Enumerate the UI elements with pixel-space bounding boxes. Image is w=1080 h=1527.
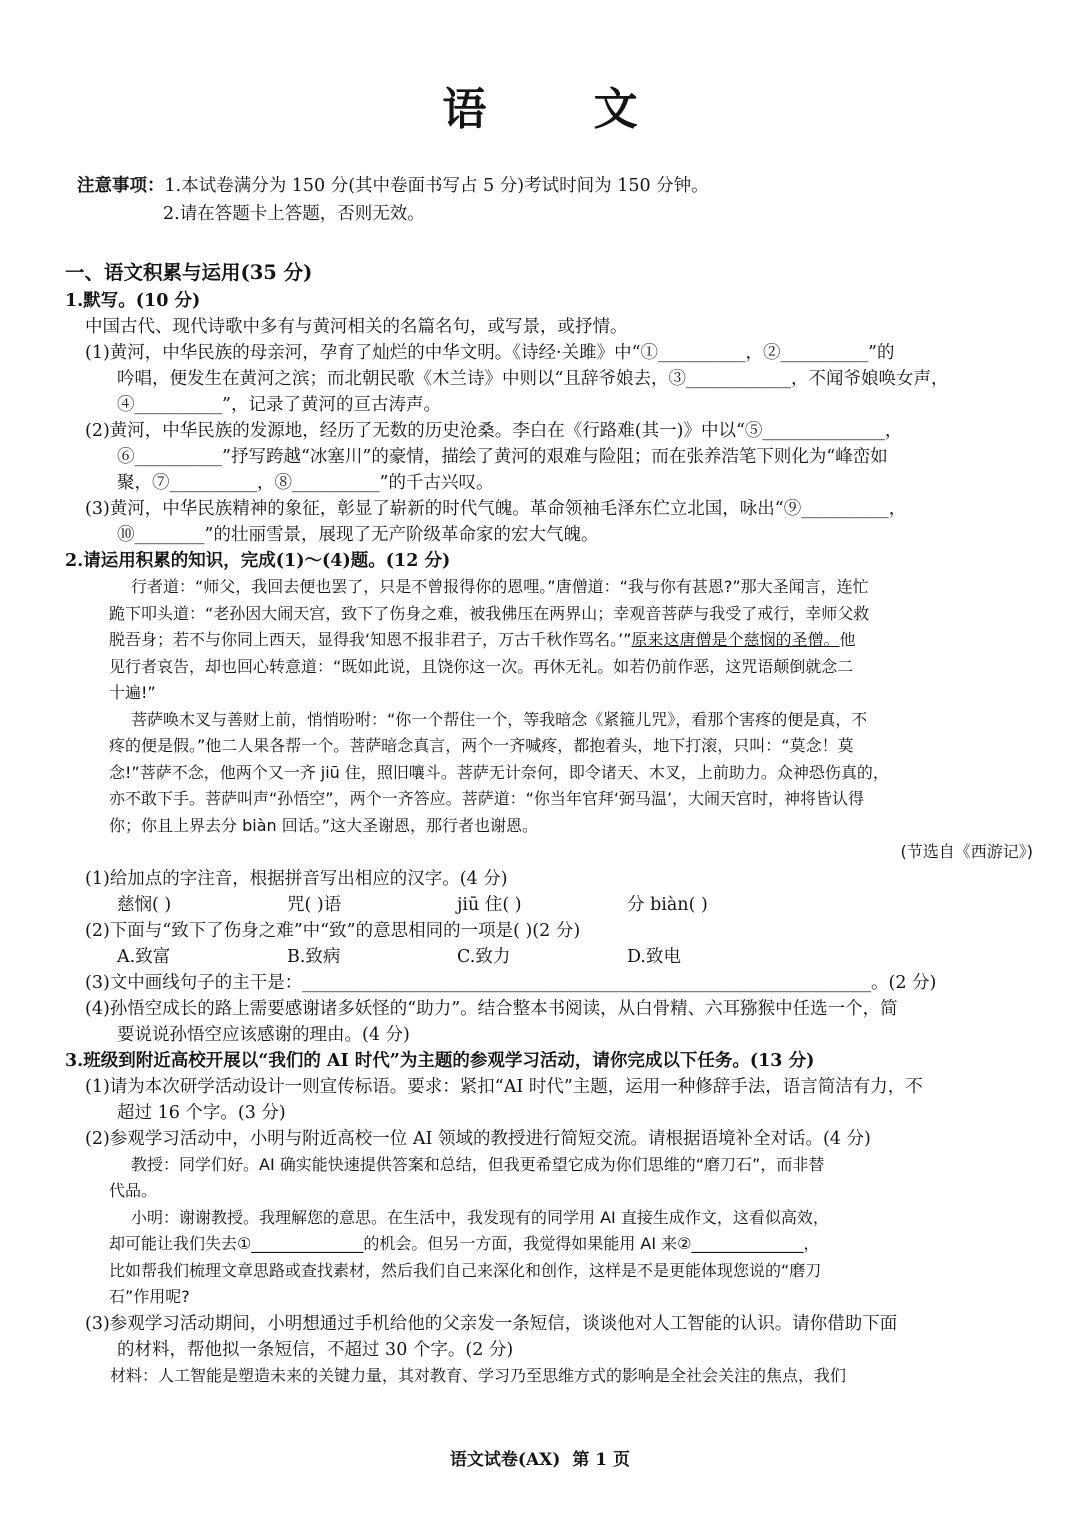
footer-page-number: 第 1 页 — [572, 1450, 631, 1470]
page-title: 语 文 — [442, 84, 684, 135]
option-d: D.致电 — [627, 946, 681, 967]
q2-sub4-line: 要说说孙悟空应该感谢的理由。(4 分) — [117, 1024, 410, 1045]
passage-text: 脱吾身；若不与你同上西天，显得我‘知恩不报非君子，万古千秋作骂名。’” — [109, 630, 632, 649]
q1-part3-line: ⑩________”的壮丽雪景，展现了无产阶级革命家的宏大气魄。 — [117, 525, 599, 545]
option-b: B.致病 — [287, 946, 341, 967]
underlined-sentence: 原来这唐僧是个慈悯的圣僧。 — [631, 630, 840, 649]
dialog-professor-line: 代品。 — [109, 1181, 158, 1200]
blank-zhou: 咒( )语 — [287, 894, 342, 915]
q1-intro: 中国古代、现代诗歌中多有与黄河相关的名篇名句，或写景，或抒情。 — [85, 317, 628, 337]
q3-sub1-line: (1)请为本次研学活动设计一则宣传标语。要求：紧扣“AI 时代”主题，运用一种修辞手法，语言简洁有力，不 — [85, 1076, 923, 1097]
q3-sub2: (2)参观学习活动中，小明与附近高校一位 AI 领域的教授进行简短交流。请根据语境补全对话。(4 分) — [85, 1128, 871, 1149]
q1-part1-line: ④__________”，记录了黄河的亘古涛声。 — [117, 395, 441, 415]
q3-sub1-line: 超过 16 个字。(3 分) — [117, 1102, 286, 1123]
passage-line: 念!”菩萨不念，他两个又一齐 jiū 住，照旧嚷斗。菩萨无计奈何，即令诸天、木叉，上前助力。众神恐伤真的， — [109, 762, 889, 782]
q2-sub2: (2)下面与“致下了伤身之难”中“致”的意思相同的一项是( )(2 分) — [85, 920, 581, 941]
blank-cimin: 慈悯( ) — [117, 894, 172, 915]
passage-line: 你；你且上界去分 biàn 回话。”这大圣谢恩，那行者也谢恩。 — [109, 815, 539, 835]
option-a: A.致富 — [117, 946, 171, 967]
passage-source: (节选自《西游记》) — [900, 842, 1033, 861]
q2-sub2-options — [65, 944, 1033, 970]
q2-sub4-line: (4)孙悟空成长的路上需要感谢诸多妖怪的“助力”。结合整本书阅读，从白骨精、六耳猕猴中任选一个，简 — [85, 998, 898, 1019]
q2-sub3: (3)文中画线句子的主干是：_________________________________________________________________。(2 分) — [85, 972, 937, 993]
dialog-professor-line: 教授：同学们好。AI 确实能快速提供答案和总结，但我更希望它成为你们思维的“磨刀石”，而非替 — [131, 1154, 825, 1174]
passage-line: 疼的便是假。”他二人果各帮一个。菩萨暗念真言，两个一齐喊疼，都抱着头，地下打滚，只叫：“莫念！莫 — [109, 736, 854, 755]
q3-title: 3.班级到附近高校开展以“我们的 AI 时代”为主题的参观学习活动，请你完成以下任务。(13 分) — [65, 1050, 815, 1071]
q1-part2-line: 聚，⑦__________，⑧__________”的千古兴叹。 — [117, 473, 494, 493]
notice-row-1 — [77, 172, 1037, 200]
blank-jiu: jiū 住( ) — [457, 894, 522, 915]
notice-item-2: 2.请在答题卡上答题，否则无效。 — [163, 204, 425, 224]
q2-title: 2.请运用积累的知识，完成(1)～(4)题。(12 分) — [65, 551, 451, 571]
passage-line: 跪下叩头道：“老孙因大闹天宫，致下了伤身之难，被我佛压在两界山；幸观音菩萨与我受了戒行，幸师父救 — [109, 603, 870, 623]
q2-passage — [65, 574, 1033, 866]
q2-sub1: (1)给加点的字注音，根据拼音写出相应的汉字。(4 分) — [85, 868, 508, 889]
dialog-xiaoming-line: 比如帮我们梳理文章思路或查找素材，然后我们自己来深化和创作，这样是不是更能体现您说的“磨刀 — [109, 1260, 822, 1280]
q3-dialog — [65, 1152, 1033, 1311]
passage-line: 亦不敢下手。菩萨叫声“孙悟空”，两个一齐答应。菩萨道：“你当年官拜‘弼马温’，大闹天宫时，神将皆认得 — [109, 789, 865, 808]
q1-part2-line: ⑥__________”抒写跨越“冰塞川”的豪情，描绘了黄河的艰难与险阻；而在张养浩笔下则化为“峰峦如 — [117, 447, 888, 467]
q1-part2-line: (2)黄河，中华民族的发源地，经历了无数的历史沧桑。李白在《行路难(其一)》中以“⑤______________， — [85, 421, 903, 441]
q1-part1-line: 吟唱，便发生在黄河之滨；而北朝民歌《木兰诗》中则以“且辞爷娘去，③____________，不闻爷娘唤女声， — [117, 369, 949, 389]
dialog-xiaoming-line: 石”作用呢? — [109, 1287, 190, 1306]
page-footer — [0, 1447, 1080, 1473]
q3-material: 材料：人工智能是塑造未来的关键力量，其对教育、学习乃至思维方式的影响是全社会关注的焦点，我们 — [110, 1365, 847, 1385]
q1-part1-line: (1)黄河，中华民族的母亲河，孕育了灿烂的中华文明。《诗经·关雎》中“①__________，②__________”的 — [85, 343, 895, 363]
exam-content — [65, 258, 1033, 1389]
option-c: C.致力 — [457, 946, 511, 967]
blank-bian: 分 biàn( ) — [627, 894, 708, 915]
passage-line — [65, 627, 1033, 654]
notice-label: 注意事项： — [77, 176, 165, 196]
q1-part3-line: (3)黄河，中华民族精神的象征，彰显了崭新的时代气魄。革命领袖毛泽东伫立北国，咏出“⑨__________， — [85, 499, 907, 519]
passage-text: 他 — [839, 630, 856, 649]
passage-line: 行者道：“师父，我回去便也罢了，只是不曾报得你的恩哩。”唐僧道：“我与你有甚恩?”那大圣闻言，连忙 — [131, 577, 869, 596]
footer-paper-name: 语文试卷(AX) — [449, 1450, 561, 1470]
passage-line: 十遍!” — [109, 683, 156, 702]
dialog-xiaoming-line: 小明：谢谢教授。我理解您的意思。在生活中，我发现有的同学用 AI 直接生成作文，这看似高效， — [131, 1207, 829, 1227]
passage-line: 见行者哀告，却也回心转意道：“既如此说，且饶你这一次。再休无礼。如若仍前作恶，这咒语颠倒就念二 — [109, 656, 854, 676]
passage-line: 菩萨唤木叉与善财上前，悄悄吩咐：“你一个帮住一个，等我暗念《紧箍儿咒》，看那个害疼的便是真，不 — [131, 709, 868, 729]
notice-block — [77, 172, 1037, 228]
q3-sub3-line: (3)参观学习活动期间，小明想通过手机给他的父亲发一条短信，谈谈他对人工智能的认识。请你借助下面 — [85, 1313, 898, 1334]
section-heading: 一、语文积累与运用(35 分) — [65, 261, 313, 284]
q2-sub1-blanks — [65, 892, 1033, 918]
dialog-xiaoming-line: 却可能让我们失去①______________的机会。但另一方面，我觉得如果能用 AI 来②______________， — [109, 1234, 820, 1253]
q3-sub3-line: 的材料，帮他拟一条短信，不超过 30 个字。(2 分) — [117, 1339, 514, 1360]
q1-title: 1.默写。(10 分) — [65, 291, 201, 311]
notice-item-1: 1.本试卷满分为 150 分(其中卷面书写占 5 分)考试时间为 150 分钟。 — [164, 176, 709, 196]
